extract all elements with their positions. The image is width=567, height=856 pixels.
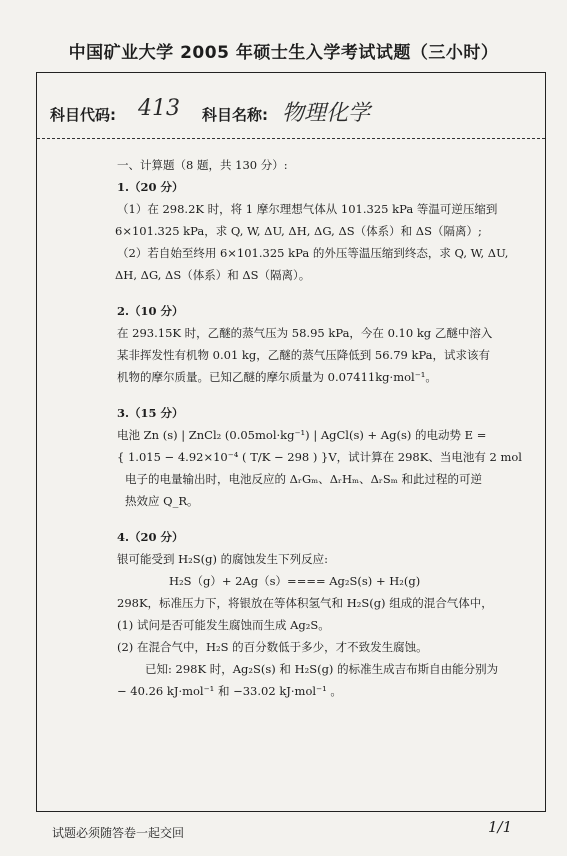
question-4-reaction: H₂S（g）+ 2Ag（s）==== Ag₂S(s) + H₂(g) xyxy=(169,574,421,588)
question-3-line-2: { 1.015 − 4.92×10⁻⁴ ( T/K − 298 ) }V，试计算在 298K、当电池有 2 mol xyxy=(117,450,522,464)
question-4-line-4: (1) 试问是否可能发生腐蚀而生成 Ag₂S。 xyxy=(117,618,330,632)
question-1-line-3: （2）若自始至终用 6×101.325 kPa 的外压等温压缩到终态，求 Q, W, ΔU, xyxy=(117,246,509,260)
subject-name-label: 科目名称: xyxy=(202,106,268,124)
question-4-line-5: (2) 在混合气中，H₂S 的百分数低于多少，才不致发生腐蚀。 xyxy=(117,640,428,654)
question-number-4: 4.（20 分） xyxy=(117,530,184,544)
subject-code-label: 科目代码: xyxy=(50,106,116,124)
question-4-line-7: − 40.26 kJ·mol⁻¹ 和 −33.02 kJ·mol⁻¹ 。 xyxy=(117,684,342,698)
divider-dashed xyxy=(37,138,545,139)
footer-note: 试题必须随答卷一起交回 xyxy=(52,826,185,840)
question-3-line-4: 热效应 Q_R。 xyxy=(125,494,199,508)
question-number-1: 1.（20 分） xyxy=(117,180,184,194)
questions-content xyxy=(117,154,537,702)
question-2-line-2: 某非挥发性有机物 0.01 kg，乙醚的蒸气压降低到 56.79 kPa，试求该有 xyxy=(117,348,491,362)
page-number: 1/1 xyxy=(488,818,513,836)
question-4-line-3: 298K，标准压力下，将银放在等体积氢气和 H₂S(g) 组成的混合气体中， xyxy=(117,596,493,610)
subject-line xyxy=(50,96,530,130)
subject-name-value: 物理化学 xyxy=(282,101,371,126)
question-4-line-1: 银可能受到 H₂S(g) 的腐蚀发生下列反应: xyxy=(117,552,329,566)
question-2-line-1: 在 293.15K 时，乙醚的蒸气压为 58.95 kPa，今在 0.10 kg 乙醚中溶入 xyxy=(117,326,493,340)
question-1-line-2: 6×101.325 kPa，求 Q, W, ΔU, ΔH, ΔG, ΔS（体系）和 ΔS（隔离）; xyxy=(115,224,482,238)
question-number-3: 3.（15 分） xyxy=(117,406,184,420)
question-1-line-1: （1）在 298.2K 时，将 1 摩尔理想气体从 101.325 kPa 等温可逆压缩到 xyxy=(117,202,498,216)
question-1-line-4: ΔH, ΔG, ΔS（体系）和 ΔS（隔离）。 xyxy=(115,268,311,282)
question-3-line-1: 电池 Zn (s) | ZnCl₂ (0.05mol·kg⁻¹) | AgCl(s) + Ag(s) 的电动势 E = xyxy=(117,428,487,442)
question-3-line-3: 电子的电量输出时，电池反应的 ΔᵣGₘ、ΔᵣHₘ、ΔᵣSₘ 和此过程的可逆 xyxy=(125,472,482,486)
question-2-line-3: 机物的摩尔质量。已知乙醚的摩尔质量为 0.07411kg·mol⁻¹。 xyxy=(117,370,437,384)
question-number-2: 2.（10 分） xyxy=(117,304,184,318)
subject-code-value: 413 xyxy=(138,96,180,121)
question-4-line-6: 已知: 298K 时，Ag₂S(s) 和 H₂S(g) 的标准生成吉布斯自由能分别为 xyxy=(145,662,499,676)
section-heading: 一、计算题（8 题，共 130 分）: xyxy=(117,158,288,172)
exam-title: 中国矿业大学 2005 年硕士生入学考试试题（三小时） xyxy=(68,43,499,63)
